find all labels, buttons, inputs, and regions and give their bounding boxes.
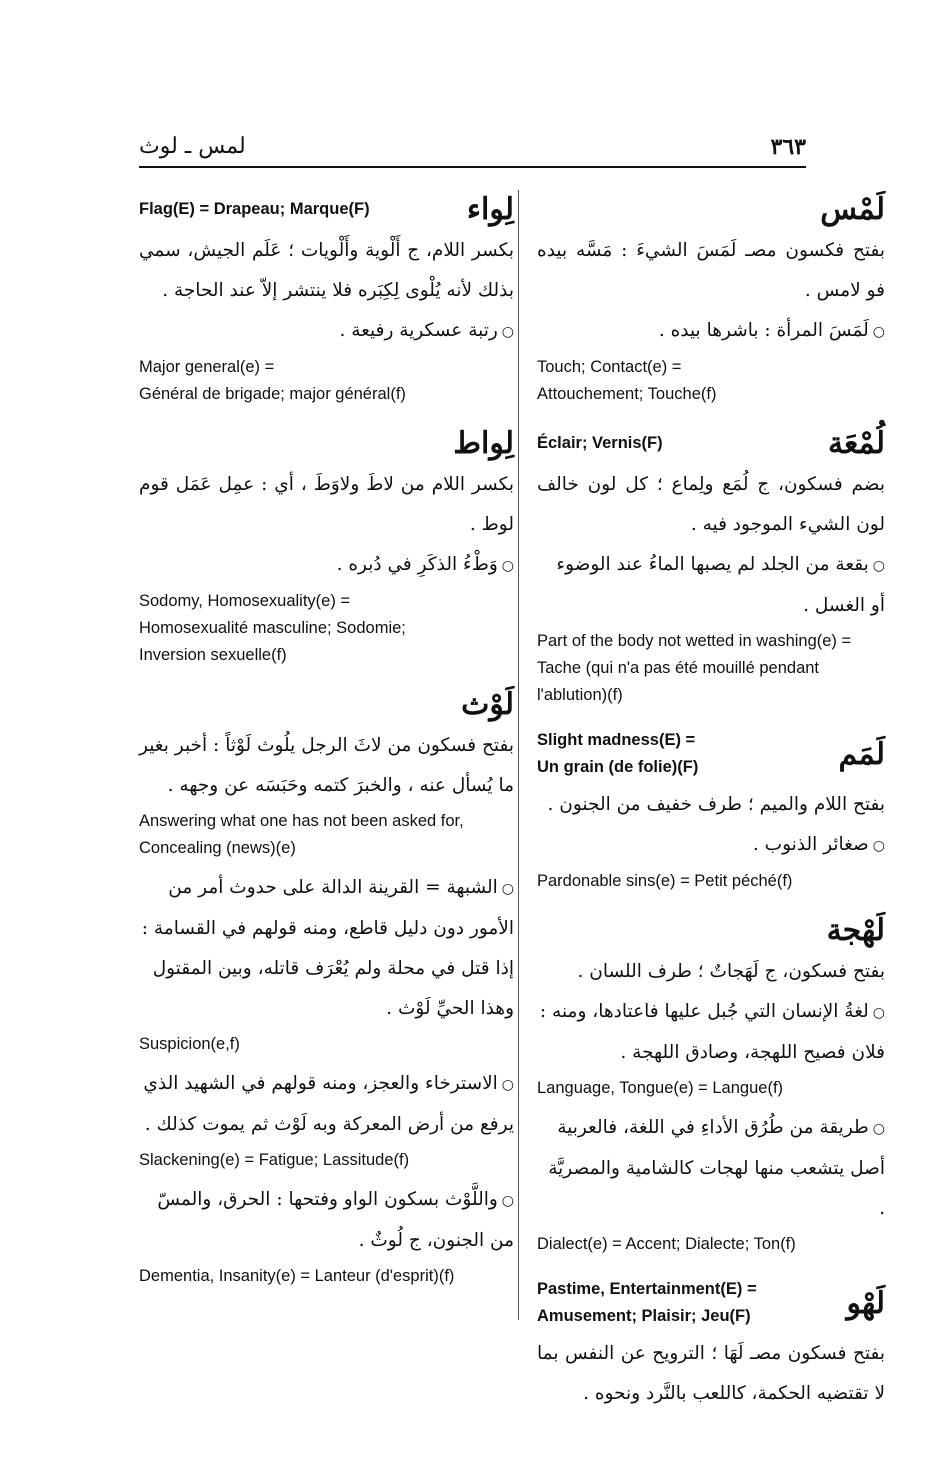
circle-bullet-icon: ○ <box>872 1121 885 1137</box>
entry-lumah <box>537 426 885 709</box>
header-rule <box>139 166 806 168</box>
right-column <box>537 192 885 1432</box>
circle-bullet-icon: ○ <box>501 881 514 897</box>
sense: ○بقعة من الجلد لم يصبها الماءُ عند الوضوء أو الغسل . <box>537 545 885 626</box>
entry-lahjah <box>537 913 885 1258</box>
translation: Part of the body not wetted in washing(e) = Tache (qui n'a pas été mouillé pendant l'ablution)(f) <box>537 632 852 704</box>
entry-title-line2: Amusement; Plaisir; Jeu(F) <box>537 1307 751 1325</box>
entry-headline <box>139 687 514 722</box>
headword: لَمْس <box>820 192 885 227</box>
circle-bullet-icon: ○ <box>872 558 885 574</box>
definition: بفتح فسكون مصـ لَهَا ؛ الترويح عن النفس بما لا تقتضيه الحكمة، كاللعب بالنَّرد ونحوه . <box>537 1343 885 1404</box>
entry-headline <box>537 1276 885 1330</box>
circle-bullet-icon: ○ <box>501 1077 514 1093</box>
entry-title: Pastime, Entertainment(E) = <box>537 1280 757 1298</box>
entry-liwa <box>139 192 514 408</box>
entry-title: Slight madness(E) = <box>537 731 696 749</box>
circle-bullet-icon: ○ <box>501 558 514 574</box>
left-column <box>139 192 514 1308</box>
entry-lams <box>537 192 885 408</box>
headword: لَوْث <box>461 687 514 722</box>
translation: Dialect(e) = Accent; Dialecte; Ton(f) <box>537 1235 796 1253</box>
definition: بكسر اللام من لاطَ ولاوَطَ ، أي : عمِل عَمَل قوم لوط . <box>139 474 514 535</box>
headword: لَمَم <box>838 736 885 772</box>
sense: ○صغائر الذنوب . <box>537 825 885 866</box>
translation: Touch; Contact(e) = Attouchement; Touche(f) <box>537 358 717 403</box>
circle-bullet-icon: ○ <box>501 324 514 340</box>
entry-headline <box>537 913 885 948</box>
sense: ○الاسترخاء والعجز، ومنه قولهم في الشهيد الذي يرفع من أرض المعركة وبه لَوْث ثم يموت كذلك . <box>139 1064 514 1145</box>
entry-title: Éclair; Vernis(F) <box>537 434 663 452</box>
running-title: لمس ـ لوث <box>139 134 246 159</box>
sense: ○لَمَسَ المرأة : باشرها بيده . <box>537 311 885 352</box>
headword: لَهْجة <box>826 913 885 948</box>
circle-bullet-icon: ○ <box>872 324 885 340</box>
circle-bullet-icon: ○ <box>501 1193 514 1209</box>
sense: ○الشبهة = القرينة الدالة على حدوث أمر من الأمور دون دليل قاطع، ومنه قولهم في القسامة : إذا قتل في محلة ولم يُعْرَف قاتله، وبين المقتول وهذا الحيِّ لَوْث . <box>139 868 514 1029</box>
definition: بفتح فسكون، ج لَهَجاتٌ ؛ طرف اللسان . <box>577 961 885 982</box>
entry-headline <box>537 727 885 781</box>
entry-liwat <box>139 426 514 669</box>
entry-lawth <box>139 687 514 1290</box>
definition: بفتح فكسون مصـ لَمَسَ الشيءَ : مَسَّه بيده فو لامس . <box>537 240 885 301</box>
column-divider <box>518 190 519 1320</box>
headword: لِواء <box>466 192 514 227</box>
definition: بكسر اللام، ج أَلْوية وأَلْويات ؛ عَلَم الجيش، سمي بذلك لأنه يُلْوى لِكِبَره فلا ينتشر إلاّ عند الحاجة . <box>139 240 514 301</box>
translation: Answering what one has not been asked for, Concealing (news)(e) <box>139 812 464 857</box>
sense: ○واللَّوْث بسكون الواو وفتحها : الحرق، والمسّ من الجنون، ج لُوثٌ . <box>139 1180 514 1261</box>
translation: Major general(e) = Général de brigade; major général(f) <box>139 358 406 403</box>
translation: Dementia, Insanity(e) = Lanteur (d'esprit)(f) <box>139 1267 455 1285</box>
circle-bullet-icon: ○ <box>872 1005 885 1021</box>
circle-bullet-icon: ○ <box>872 838 885 854</box>
entry-headline <box>537 192 885 227</box>
entry-title: Flag(E) = Drapeau; Marque(F) <box>139 200 370 218</box>
sense: ○لغةُ الإنسان التي جُبل عليها فاعتادها، ومنه : فلان فصيح اللهجة، وصادق اللهجة . <box>537 992 885 1073</box>
definition: بفتح فسكون من لاثَ الرجل يلُوث لَوْثاً : أخبر بغير ما يُسأل عنه ، والخبرَ كتمه وحَبَسَه عن وجهه . <box>139 735 514 796</box>
entry-headline <box>537 426 885 461</box>
headword: لَهْو <box>846 1285 885 1321</box>
translation: Pardonable sins(e) = Petit péché(f) <box>537 872 793 890</box>
sense: ○رتبة عسكرية رفيعة . <box>139 311 514 352</box>
entry-lahw <box>537 1276 885 1414</box>
sense: ○وَطْءُ الذكَرِ في دُبره . <box>139 545 514 586</box>
translation: Sodomy, Homosexuality(e) = Homosexualité masculine; Sodomie; Inversion sexuelle(f) <box>139 592 406 664</box>
translation: Suspicion(e,f) <box>139 1035 240 1053</box>
entry-headline <box>139 192 514 227</box>
translation: Slackening(e) = Fatigue; Lassitude(f) <box>139 1151 410 1169</box>
headword: لُمْعَة <box>827 426 885 461</box>
headword: لِواط <box>453 426 514 461</box>
entry-lamam <box>537 727 885 895</box>
translation: Language, Tongue(e) = Langue(f) <box>537 1079 784 1097</box>
entry-title-line2: Un grain (de folie)(F) <box>537 758 699 776</box>
page-number: ٣٦٣ <box>770 134 806 160</box>
definition: بفتح اللام والميم ؛ طرف خفيف من الجنون . <box>547 794 885 815</box>
sense: ○طريقة من طُرُق الأداءِ في اللغة، فالعربية أصل يتشعب منها لهجات كالشامية والمصريَّة . <box>537 1108 885 1229</box>
entry-headline <box>139 426 514 461</box>
definition: بضم فسكون، ج لُمَع ولِماع ؛ كل لون خالف لون الشيء الموجود فيه . <box>537 474 885 535</box>
